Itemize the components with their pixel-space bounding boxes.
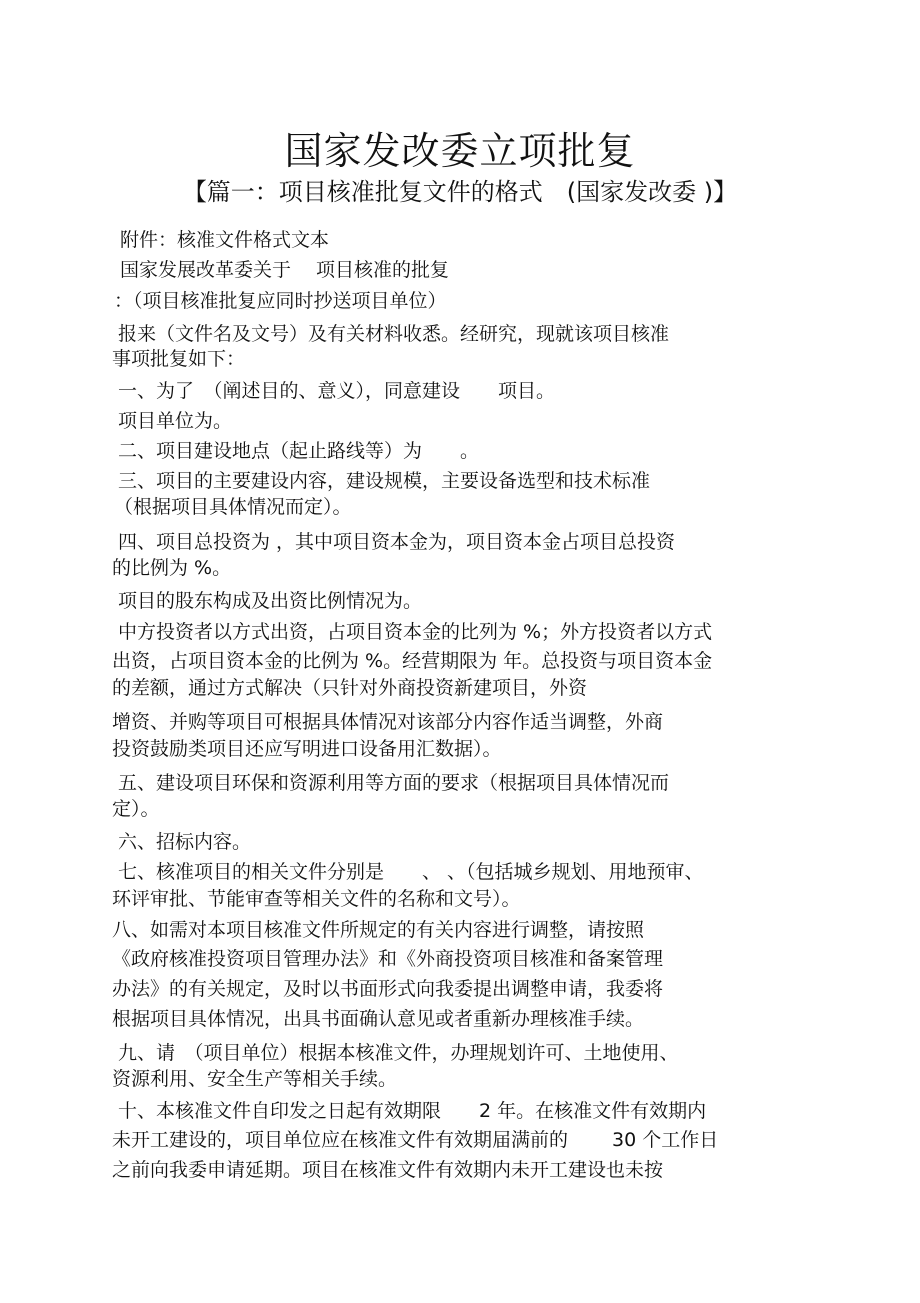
body-line-10: （根据项目具体情况而定）。 [114,496,352,518]
body-line-4: 报来（文件名及文号）及有关材料收悉。经研究，现就该项目核准 [118,323,670,345]
body-line-21: 六、招标内容。 [118,831,252,853]
body-line-8: 二、项目建设地点（起止路线等）为 。 [118,440,480,462]
body-line-11: 四、项目总投资为 ，其中项目资本金为，项目资本金占项目总投资 [118,531,676,553]
body-line-2: 国家发展改革委关于 项目核准的批复 [120,259,450,281]
body-line-24: 八、如需对本项目核准文件所规定的有关内容进行调整，请按照 [112,919,645,941]
document-subtitle: 【篇一：项目核准批复文件的格式 (国家发改委 )】 [182,178,738,206]
body-line-7: 项目单位为。 [118,410,233,432]
body-line-3: ：（项目核准批复应同时抄送项目单位） [114,290,447,312]
body-line-25: 《政府核准投资项目管理办法》和《外商投资项目核准和备案管理 [112,948,664,970]
body-line-27: 根据项目具体情况，出具书面确认意见或者重新办理核准手续。 [112,1008,645,1030]
body-line-5: 事项批复如下： [112,348,246,370]
body-line-22: 七、核准项目的相关文件分别是 、 、（包括城乡规划、用地预审、 [118,861,704,883]
body-line-9: 三、项目的主要建设内容，建设规模，主要设备选型和技术标准 [118,470,651,492]
body-line-30: 十、本核准文件自印发之日起有效期限 2 年。在核准文件有效期内 [118,1100,707,1122]
body-line-26: 办法》的有关规定，及时以书面形式向我委提出调整申请，我委将 [112,978,664,1000]
body-line-17: 增资、并购等项目可根据具体情况对该部分内容作适当调整，外商 [112,711,664,733]
body-line-12: 的比例为 %。 [112,557,232,579]
document-title: 国家发改委立项批复 [284,129,636,173]
body-line-15: 出资，占项目资本金的比例为 %。经营期限为 年。总投资与项目资本金 [112,650,713,672]
body-line-32: 之前向我委申请延期。项目在核准文件有效期内未开工建设也未按 [112,1159,664,1181]
body-line-31: 未开工建设的，项目单位应在核准文件有效期届满前的 30 个工作日 [112,1129,719,1151]
body-line-23: 环评审批、节能审查等相关文件的名称和文号）。 [112,888,521,910]
body-line-1: 附件：核准文件格式文本 [120,229,330,251]
body-line-29: 资源利用、安全生产等相关手续。 [112,1068,398,1090]
body-line-13: 项目的股东构成及出资比例情况为。 [118,590,423,612]
body-line-20: 定）。 [112,798,160,820]
body-line-14: 中方投资者以方式出资，占项目资本金的比列为 %；外方投资者以方式 [118,621,713,643]
body-line-19: 五、建设项目环保和资源利用等方面的要求（根据项目具体情况而 [118,772,670,794]
body-line-16: 的差额，通过方式解决（只针对外商投资新建项目，外资 [112,677,588,699]
body-line-28: 九、请 （项目单位）根据本核准文件，办理规划许可、土地使用、 [118,1042,679,1064]
body-line-6: 一、为了 （阐述目的、意义），同意建设 项目。 [118,380,556,402]
body-line-18: 投资鼓励类项目还应写明进口设备用汇数据）。 [112,738,502,760]
